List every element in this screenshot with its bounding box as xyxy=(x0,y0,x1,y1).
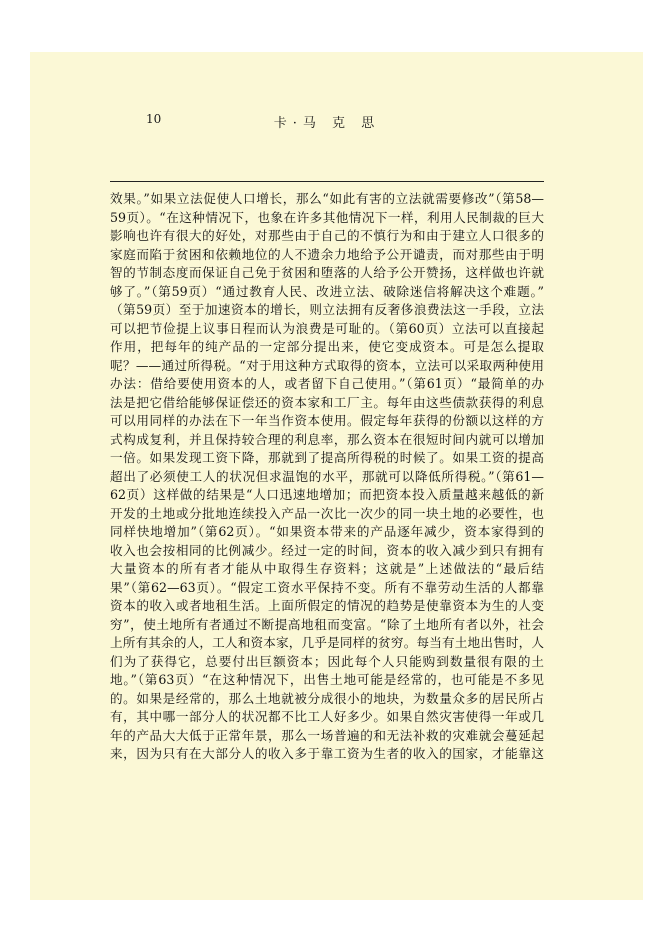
running-title: 卡·马 克 思 xyxy=(273,116,381,131)
page-header xyxy=(110,112,544,134)
text-line: 同样快地增加”（第62页）。“如果资本带来的产品逐年减少，资本家得到的 xyxy=(110,524,544,539)
text-line: 效果。”如果立法促使人口增长，那么“如此有害的立法就需要修改”（第58— xyxy=(110,191,544,206)
text-line: 影响也许有很大的好处，对那些由于自己的不慎行为和由于建立人口很多的 xyxy=(110,228,544,243)
text-line: 超出了必须使工人的状况但求温饱的水平，那就可以降低所得税。”（第61— xyxy=(110,468,544,484)
text-line: 穷”，使土地所有者通过不断提高地租而变富。“除了土地所有者以外，社会 xyxy=(110,616,544,632)
text-line: 办法：借给要使用资本的人，或者留下自己使用。”（第61页）“最简单的办 xyxy=(110,376,544,391)
text-line: 收入也会按相同的比例减少。经过一定的时间，资本的收入减少到只有拥有 xyxy=(110,542,544,558)
text-line: 式构成复利，并且保持较合理的利息率，那么资本在很短时间内就可以增加 xyxy=(110,431,544,447)
page-number: 10 xyxy=(146,112,162,126)
text-line: （第59页）至于加速资本的增长，则立法拥有反奢侈浪费法这一手段，立法 xyxy=(110,302,544,317)
text-line: 地。”（第63页）“在这种情况下，出售土地可能是经常的，也可能是不多见 xyxy=(110,672,544,687)
text-line: 上所有其余的人，工人和资本家，几乎是同样的贫穷。每当有土地出售时，人 xyxy=(110,635,544,650)
text-line: 有，其中哪一部分人的状况都不比工人好多少。如果自然灾害使得一年或几 xyxy=(110,709,544,724)
text-line: 一倍。如果发现工资下降，那就到了提高所得税的时候了。如果工资的提高 xyxy=(110,450,544,465)
text-line: 大量资本的所有者才能从中取得生存资料；这就是”上述做法的“最后结 xyxy=(110,561,544,576)
text-line: 们为了获得它，总要付出巨额资本；因此每个人只能购到数量很有限的土 xyxy=(110,653,544,669)
text-line: 作用，把每年的纯产品的一定部分提出来，使它变成资本。可是怎么提取 xyxy=(110,339,544,354)
text-line: 智的节制态度而保证自己免于贫困和堕落的人给予公开赞扬，这样做也许就 xyxy=(110,265,544,280)
text-line: 资本的收入或者地租生活。上面所假定的情况的趋势是使靠资本为生的人变 xyxy=(110,598,544,613)
text-line: 呢？——通过所得税。“对于用这种方式取得的资本，立法可以采取两种使用 xyxy=(110,357,544,373)
body-text xyxy=(110,190,544,764)
text-line: 的。如果是经常的，那么土地就被分成很小的地块，为数量众多的居民所占 xyxy=(110,690,544,706)
text-line: 年的产品大大低于正常年景，那么一场普遍的和无法补救的灾难就会蔓延起 xyxy=(110,727,544,743)
text-line: 来，因为只有在大部分人的收入多于靠工资为生者的收入的国家，才能靠这 xyxy=(110,746,544,761)
text-line: 开发的土地或分批地连续投入产品一次比一次少的同一块土地的必要性，也 xyxy=(110,505,544,521)
text-line: 果”（第62—63页）。“假定工资水平保持不变。所有不靠劳动生活的人都靠 xyxy=(110,579,544,595)
header-rule xyxy=(110,181,544,182)
text-line: 62页）这样做的结果是“人口迅速地增加；而把资本投入质量越来越低的新 xyxy=(110,487,544,502)
text-line: 家庭而陷于贫困和依赖地位的人不遗余力地给予公开谴责，而对那些由于明 xyxy=(110,246,544,262)
text-line: 够了。”（第59页）“通过教育人民、改进立法、破除迷信将解决这个难题。” xyxy=(110,283,544,299)
text-line: 可以把节俭提上议事日程而认为浪费是可耻的。（第60页）立法可以直接起 xyxy=(110,320,544,336)
text-line: 法是把它借给能够保证偿还的资本家和工厂主。每年由这些债款获得的利息 xyxy=(110,394,544,410)
text-line: 59页）。“在这种情况下，也象在许多其他情况下一样，利用人民制裁的巨大 xyxy=(110,209,544,225)
text-line: 可以用同样的办法在下一年当作资本使用。假定每年获得的份额以这样的方 xyxy=(110,413,544,428)
